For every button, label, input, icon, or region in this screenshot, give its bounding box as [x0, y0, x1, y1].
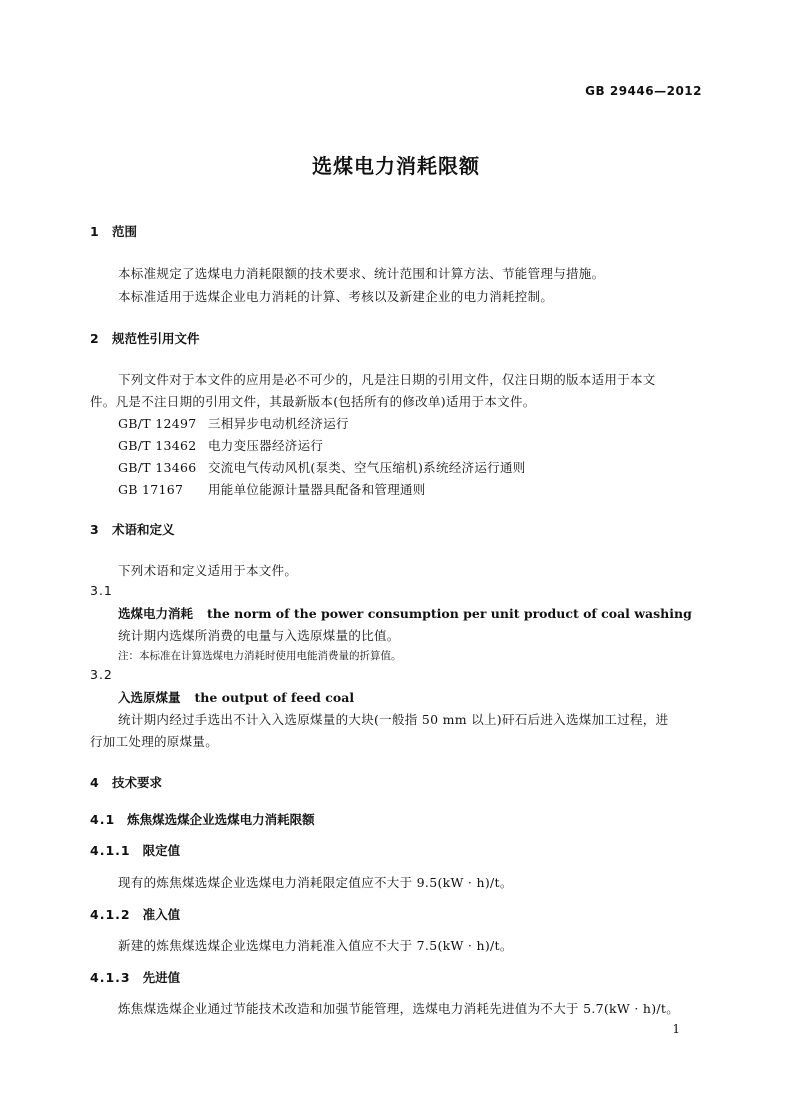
- subsection-number: 4.1.2: [90, 907, 131, 922]
- reference-item: [118, 480, 426, 498]
- page-number: 1: [672, 1022, 680, 1036]
- section-1-heading: [90, 222, 137, 240]
- reference-code: GB/T 12497: [118, 416, 197, 431]
- term-en: the norm of the power consumption per unit product of coal washing: [207, 606, 692, 621]
- term-note: 注：本标准在计算选煤电力消耗时使用电能消费量的折算值。: [118, 650, 402, 662]
- reference-name: 用能单位能源计量器具配备和管理通则: [208, 482, 426, 497]
- reference-name: 交流电气传动风机(泵类、空气压缩机)系统经济运行通则: [208, 460, 526, 475]
- reference-item: [118, 414, 349, 432]
- paragraph: 本标准规定了选煤电力消耗限额的技术要求、统计范围和计算方法、节能管理与措施。: [118, 266, 605, 281]
- section-title: 规范性引用文件: [112, 331, 200, 346]
- term-definition: 统计期内经过手选出不计入入选原煤量的大块(一般指 50 mm 以上)矸石后进入选煤加工过程，进: [118, 712, 669, 727]
- section-number: 1: [90, 224, 99, 239]
- section-2-heading: [90, 329, 200, 347]
- term-heading: [118, 688, 354, 706]
- standard-number: GB 29446—2012: [585, 84, 702, 98]
- subsection-4-1-heading: [90, 810, 315, 828]
- document-title: 选煤电力消耗限额: [312, 154, 480, 178]
- reference-item: [118, 458, 526, 476]
- subsection-4-1-3-heading: [90, 968, 180, 986]
- section-number: 2: [90, 331, 99, 346]
- section-title: 技术要求: [112, 775, 163, 790]
- reference-code: GB/T 13466: [118, 460, 197, 475]
- section-number: 4: [90, 775, 99, 790]
- paragraph-continuation: 件。凡是不注日期的引用文件，其最新版本(包括所有的修改单)适用于本文件。: [90, 394, 536, 409]
- paragraph: 炼焦煤选煤企业通过节能技术改造和加强节能管理，选煤电力消耗先进值为不大于 5.7(kW · h)/t。: [118, 1001, 680, 1016]
- term-definition: 统计期内选煤所消费的电量与入选原煤量的比值。: [118, 628, 400, 643]
- paragraph: 现有的炼焦煤选煤企业选煤电力消耗限定值应不大于 9.5(kW · h)/t。: [118, 875, 513, 890]
- term-number: 3.2: [90, 667, 113, 682]
- term-heading: [118, 604, 692, 622]
- reference-code: GB 17167: [118, 482, 184, 497]
- reference-name: 三相异步电动机经济运行: [208, 416, 349, 431]
- term-zh: 选煤电力消耗: [118, 606, 194, 621]
- reference-item: [118, 436, 323, 454]
- subsection-4-1-1-heading: [90, 841, 180, 859]
- subsection-title: 准入值: [142, 907, 181, 922]
- subsection-title: 先进值: [142, 970, 181, 985]
- subsection-title: 炼焦煤选煤企业选煤电力消耗限额: [127, 812, 315, 827]
- section-title: 术语和定义: [112, 522, 175, 537]
- subsection-number: 4.1: [90, 812, 116, 827]
- reference-code: GB/T 13462: [118, 438, 197, 453]
- section-number: 3: [90, 522, 99, 537]
- section-4-heading: [90, 773, 162, 791]
- subsection-number: 4.1.1: [90, 843, 131, 858]
- term-en: the output of feed coal: [194, 690, 355, 705]
- subsection-number: 4.1.3: [90, 970, 131, 985]
- paragraph: 本标准适用于选煤企业电力消耗的计算、考核以及新建企业的电力消耗控制。: [118, 289, 554, 304]
- term-number: 3.1: [90, 583, 113, 598]
- paragraph: 下列术语和定义适用于本文件。: [118, 563, 298, 578]
- subsection-title: 限定值: [142, 843, 181, 858]
- reference-name: 电力变压器经济运行: [208, 438, 324, 453]
- paragraph: 新建的炼焦煤选煤企业选煤电力消耗准入值应不大于 7.5(kW · h)/t。: [118, 938, 513, 953]
- section-3-heading: [90, 520, 175, 538]
- subsection-4-1-2-heading: [90, 905, 180, 923]
- section-title: 范围: [112, 224, 138, 239]
- term-definition-continuation: 行加工处理的原煤量。: [90, 734, 219, 749]
- paragraph: 下列文件对于本文件的应用是必不可少的，凡是注日期的引用文件，仅注日期的版本适用于本文: [118, 372, 656, 387]
- term-zh: 入选原煤量: [118, 690, 181, 705]
